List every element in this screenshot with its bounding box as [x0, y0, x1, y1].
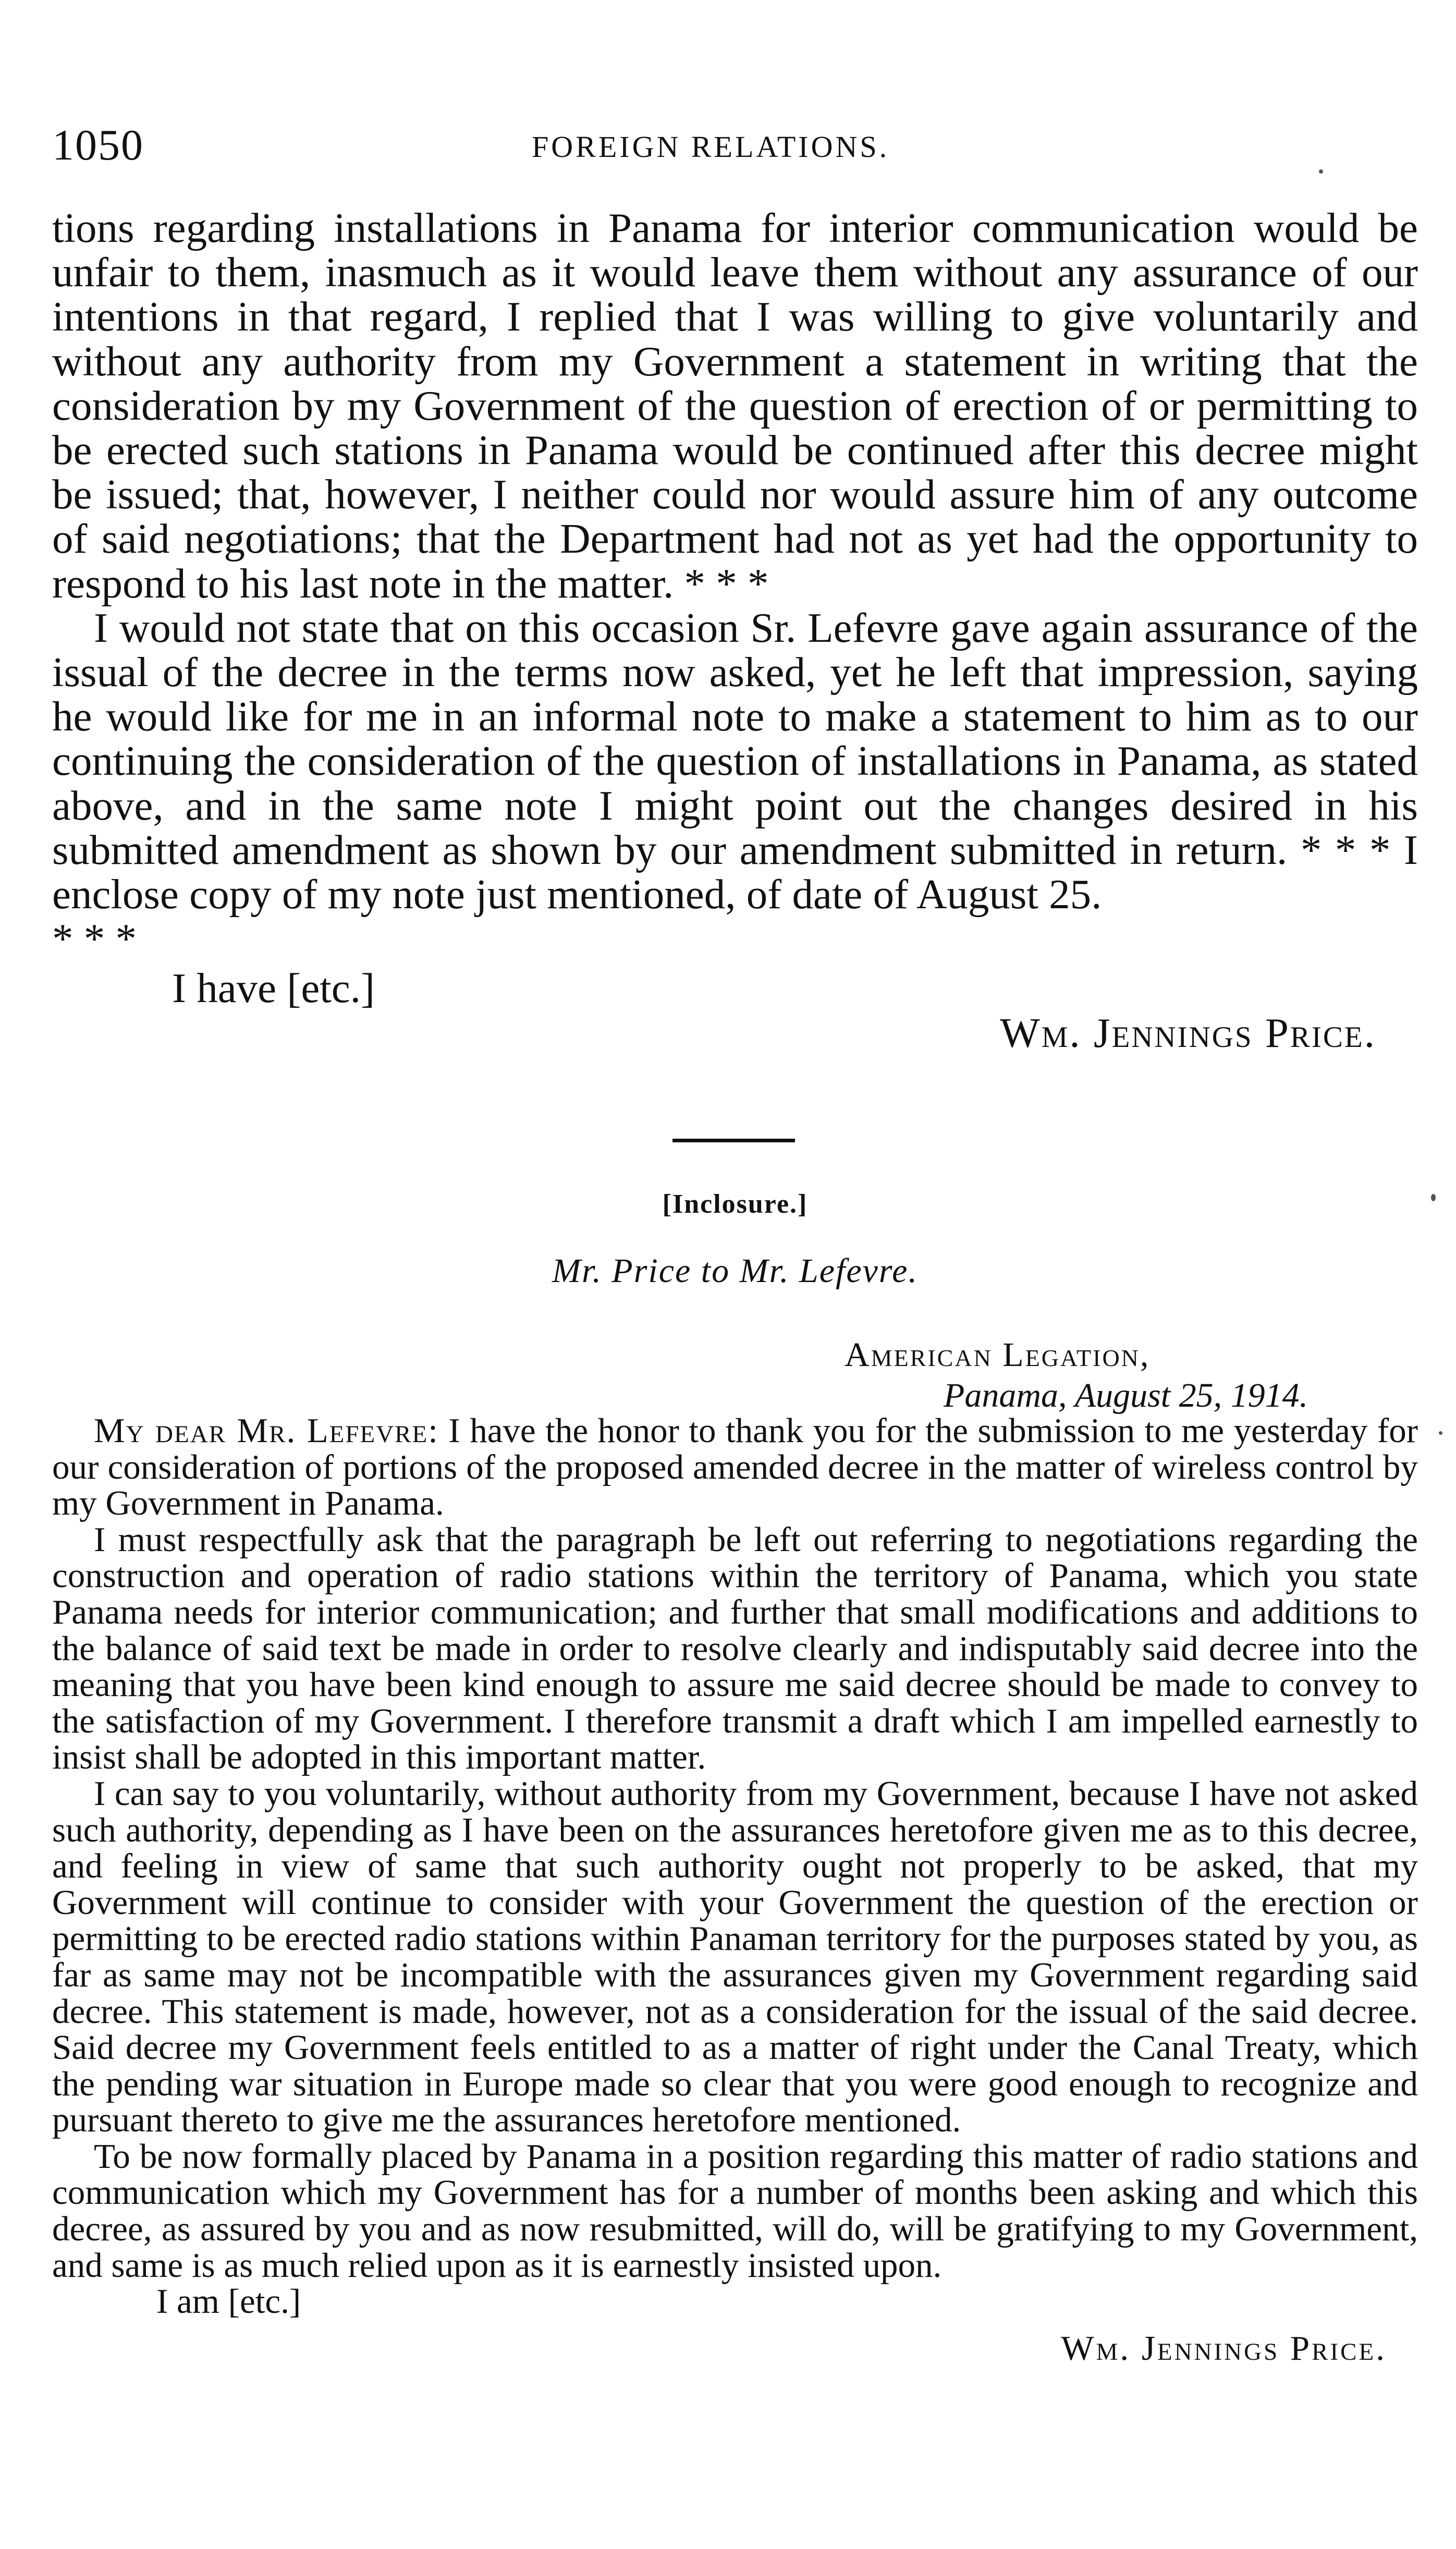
note-paragraph-4: To be now formally placed by Panama in a position regarding this matter of radio stations and communication which my Government has for a number of months been asking and which this decree, as assured by you and as now resubmitted, will do, will be gratifying to my Government, and same is as much relied upon as it is earnestly insisted upon.: [52, 2137, 1418, 2285]
dateline-place: Panama, August 25, 1914.: [944, 1376, 1308, 1414]
inclosure-label: [Inclosure.]: [662, 1189, 808, 1219]
letter-paragraph-1: tions regarding installations in Panama for interior communication would be unfair to them, inasmuch as it would leave them without any assurance of our intentions in that regard, I replied that I was willing to give voluntarily and without any authority from my Government a statement in writing that the consideration by my Government of the question of erection of or permitting to be erected such stations in Panama would be continued after this decree might be issued; that, however, I neither could nor would assure him of any outcome of said negotiations; that the Department had not as yet had the opportunity to respond to his last note in the matter. * * *: [52, 204, 1418, 607]
note-closing: I am [etc.]: [156, 2282, 301, 2321]
inclosure-title: Mr. Price to Mr. Lefevre.: [552, 1252, 918, 1290]
scan-speck: [1439, 1431, 1442, 1435]
running-head: FOREIGN RELATIONS.: [532, 130, 890, 164]
dateline-org: American Legation,: [845, 1336, 1151, 1374]
section-divider: [672, 1139, 795, 1142]
letter-closing: I have [etc.]: [172, 965, 375, 1012]
scan-speck: [1431, 1194, 1436, 1201]
scan-speck: [1319, 169, 1323, 174]
ellipsis-stars: * * *: [52, 915, 137, 962]
page-header: [52, 120, 1418, 177]
note-signature: Wm. Jennings Price.: [1061, 2328, 1387, 2368]
page-number: 1050: [52, 121, 144, 169]
note-paragraph-2: I must respectfully ask that the paragraph be left out referring to negotiations regarding the construction and operation of radio stations within the territory of Panama, which you state Panama needs for interior communication; and further that small modifications and additions to the balance of said text be made in order to resolve clearly and indisputably said decree into the meaning that you have been kind enough to assure me said decree should be made to convey to the satisfaction of my Government. I therefore transmit a draft which I am impelled earnestly to insist shall be adopted in this important matter.: [52, 1520, 1418, 1777]
note-paragraph-1: [52, 1413, 1418, 1522]
note-paragraph-3: I can say to you voluntarily, without authority from my Government, because I have not asked such authority, depending as I have been on the assurances heretofore given me as to this decree, and feeling in view of same that such authority ought not properly to be asked, that my Government will continue to consider with your Government the question of the erection or permitting to be erected radio stations within Panaman territory for the purposes stated by you, as far as same may not be incompatible with the assurances given my Government regarding said decree. This statement is made, however, not as a consideration for the issual of the said decree. Said decree my Government feels entitled to as a matter of right under the Canal Treaty, which the pending war situation in Europe made so clear that you were good enough to recognize and pursuant thereto to give me the assurances heretofore mentioned.: [52, 1774, 1418, 2140]
letter-body: [52, 206, 1418, 1055]
letter-paragraph-2: I would not state that on this occasion Sr. Lefevre gave again assurance of the issual of the decree in the terms now asked, yet he left that impression, saying he would like for me in an informal note to make a statement to him as to our continuing the consideration of the question of installations in Panama, as stated above, and in the same note I might point out the changes desired in his submitted amendment as shown by our amendment submitted in return. * * * I enclose copy of my note just mentioned, of date of August 25.: [52, 604, 1418, 918]
inclosure-body: [52, 1413, 1418, 2367]
note-paragraph-1-text: I have the honor to thank you for the submission to me yesterday for our consideration of portions of the proposed amended decree in the matter of wireless control by my Government in Panama.: [52, 1411, 1418, 1523]
letter-signature: Wm. Jennings Price.: [1000, 1009, 1376, 1056]
dateline: [845, 1335, 1308, 1416]
salutation: My dear Mr. Lefevre:: [94, 1411, 439, 1450]
